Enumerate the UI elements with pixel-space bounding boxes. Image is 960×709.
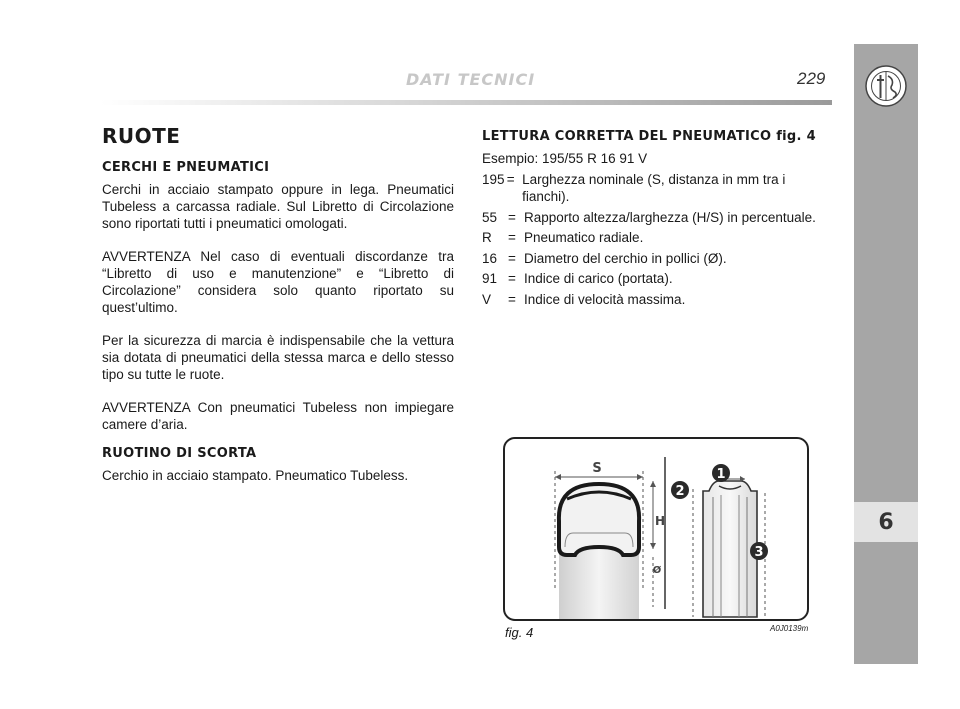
- label-s: S: [592, 461, 602, 476]
- tyre-cross-section-diagram: [505, 439, 807, 619]
- section-heading-spare-wheel: RUOTINO DI SCORTA: [102, 446, 257, 461]
- paragraph-warning-tubeless: AVVERTENZA Con pneumatici Tubeless non impiegare camere d’aria.: [102, 400, 454, 432]
- paragraph-warning-documents: AVVERTENZA Nel caso di eventuali discordanze tra “Libretto di uso e manutenzione” e “Libretto di Circolazione” considera solo quanto riportato su quest’ultimo.: [102, 249, 454, 315]
- header-divider: [100, 100, 832, 105]
- height-dimension: [650, 457, 665, 609]
- paragraph-safety: Per la sicurezza di marcia è indispensabile che la vettura sia dotata di pneumatici della stessa marca e dello stesso tipo su tutte le ruote.: [102, 333, 454, 382]
- tyre-code: R: [482, 230, 492, 245]
- tyre-code: 195: [482, 172, 505, 187]
- tyre-code-description: Larghezza nominale (S, distanza in mm tra i fianchi).: [522, 172, 786, 204]
- tyre-code-row: [482, 229, 822, 246]
- tyre-diagram-figure: [503, 437, 809, 621]
- figure-caption: fig. 4: [505, 625, 534, 640]
- paragraph-spare-wheel: Cerchio in acciaio stampato. Pneumatico Tubeless.: [102, 468, 409, 483]
- callout-2-label: 2: [675, 484, 685, 499]
- callout-1-label: 1: [716, 467, 726, 482]
- tyre-code-description: Rapporto altezza/larghezza (H/S) in percentuale.: [524, 209, 816, 225]
- tyre-code-row: [482, 291, 822, 308]
- label-diameter: Ø: [652, 565, 662, 576]
- callout-3-label: 3: [754, 545, 764, 560]
- tyre-code: 55: [482, 209, 498, 225]
- section-heading-rims-tyres: CERCHI E PNEUMATICI: [102, 160, 270, 175]
- tyre-code-row: [482, 209, 822, 226]
- tyre-code-row: [482, 171, 822, 205]
- tyre-code-description: Indice di velocità massima.: [524, 291, 686, 307]
- chapter-number-tab: 6: [854, 502, 918, 542]
- tyre-section: [559, 484, 639, 619]
- equals-sign: =: [508, 250, 516, 266]
- tyre-code-row: [482, 250, 822, 267]
- tyre-code-description: Indice di carico (portata).: [524, 271, 673, 286]
- equals-sign: =: [508, 209, 516, 225]
- section-heading-tyre-reading: LETTURA CORRETTA DEL PNEUMATICO fig. 4: [482, 129, 816, 144]
- page-number: 229: [797, 69, 826, 88]
- tyre-code: V: [482, 291, 492, 307]
- paragraph-rims: Cerchi in acciaio stampato oppure in lega. Pneumatici Tubeless a carcassa radiale. Sul Libretto di Circolazione sono riportati tutti i pneumatici omologati.: [102, 182, 454, 231]
- left-column: [102, 124, 454, 500]
- equals-sign: =: [508, 230, 516, 245]
- tyre-code-description: Pneumatico radiale.: [524, 230, 644, 245]
- figure-code: A0J0139m: [770, 624, 809, 633]
- equals-sign: =: [508, 271, 516, 286]
- tyre-code-description: Diametro del cerchio in pollici (Ø).: [524, 250, 727, 266]
- label-h: H: [654, 514, 666, 528]
- tyre-code: 91: [482, 271, 498, 286]
- equals-sign: =: [506, 172, 515, 187]
- equals-sign: =: [508, 291, 516, 307]
- tyre-code-row: [482, 270, 822, 287]
- tyre-code: 16: [482, 250, 498, 266]
- right-column: [482, 128, 822, 311]
- page-heading: RUOTE: [102, 124, 181, 148]
- tyre-example: Esempio: 195/55 R 16 91 V: [482, 151, 648, 166]
- section-title: DATI TECNICI: [406, 70, 536, 89]
- chapter-side-band: [854, 44, 918, 664]
- brand-logo-icon: [864, 64, 908, 108]
